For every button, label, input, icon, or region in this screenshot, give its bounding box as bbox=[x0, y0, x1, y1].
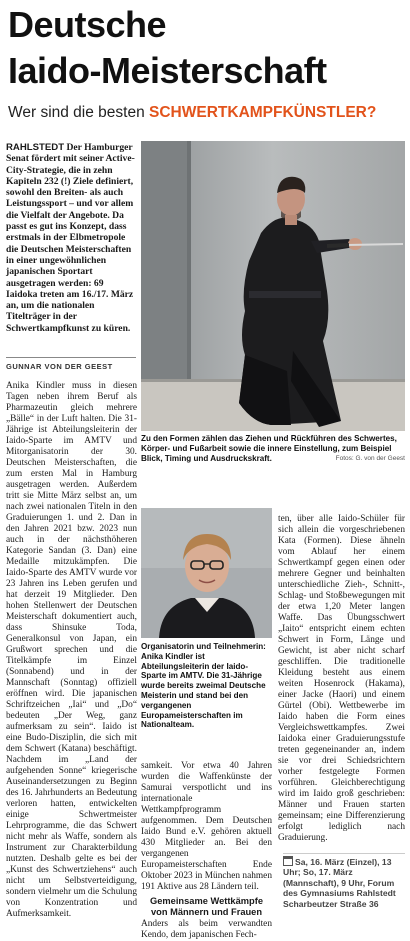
article-text-2b: Anders als beim verwandten Kendo, dem japanischen Fech- bbox=[141, 919, 272, 940]
headline-line2: Iaido-Meisterschaft bbox=[8, 50, 327, 91]
column-subhead: Gemeinsame Wettkämpfe von Männern und Frauen bbox=[150, 896, 263, 917]
photo-credit: Fotos: G. von der Geest bbox=[335, 455, 405, 462]
dateline-place: RAHLSTEDT bbox=[6, 142, 65, 153]
event-info-box bbox=[283, 853, 405, 909]
calendar-icon bbox=[283, 856, 293, 866]
anika-kindler-portrait bbox=[141, 508, 272, 638]
photo2-caption: Organisatorin und Teilnehmerin: Anika Kindler ist Abteilungsleiterin der Iaido-Sparte im AMTV. Die 31-Jährige wurde bereits zweimal Deutsche Meisterin und stand bei den vergangenen Europameisterschaften im Nationalteam. bbox=[141, 642, 266, 730]
article-column-3 bbox=[278, 514, 405, 843]
intro-text: Der Hamburger Senat fördert mit seiner Active-City-Strategie, die in zehn Kapiteln 232 (!) Ziele definiert, sowohl den Breiten- als auch Leistungssport – und vor allem die Vielfalt der Angebote. Da passt es gut ins Konzept, dass erstmals in der Elbmetropole die Deutschen Meisterschaften in einer ungewöhnlichen japanischen Sportart ausgetragen werden: 69 Iaidoka treten am 16./17. März an, um die nationalen Titelträger in der Schwertkampfkunst zu küren. bbox=[6, 142, 135, 334]
intro-paragraph bbox=[6, 142, 136, 334]
article-text-2: samkeit. Vor etwa 40 Jahren wurden die Waffenkünste der Samurai verspotlicht und ins internationale Wettkampfprogramm aufgenommen. Dem Deutschen Iaido Bund e.V. gehören aktuell 430 Mitglieder an. Bei den vergangenen Europameisterschaften Ende Oktober 2023 in München nahmen 191 Aktive aus 28 Ländern teil. bbox=[141, 761, 272, 892]
article-column-2 bbox=[141, 761, 272, 940]
article-text-1: Anika Kindler muss in diesen Tagen neben ihrem Beruf als Pharmazeutin gleich mehrere „Bälle“ in der Luft halten. Die 31-Jährige ist Abteilungsleiterin der Iaido-Sparte im AMTV und Mitorganisatorin der 30. Deutschen Meisterschaften, die zum ersten Mal in Hamburg ausgetragen werden. Außerdem tritt sie Mitte März selbst an, um nach zwei nationalen Titeln in den Graduierungen 1. und 2. Dan in den Jahren 2021 bzw. 2023 nun auch in der nächsthöheren Kategorie Sandan (3. Dan) eine Medaille mitzukämpfen. Die Iaido-Sparte des AMTV wurde vor 23 Jahren ins Leben gerufen und hat derzeit 19 Mitglieder. Den hohen Stellenwert der Deutschen Meisterschaft dokumentiert auch, dass Shinsuke Toda, Generalkonsul von Japan, ein Grußwort sprechen und die Titelkämpfe im Einzel (Sonnabend) und in der Mannschaft (Sonntag) offiziell eröffnen wird. Die japanischen Schriftzeichen „Iai“ und „Do“ bedeuten „Der Weg, ganz aufmerksam zu sein“. Iaido ist eine Budo-Disziplin, die sich mit dem Schwert (Katana) beschäftigt. Nachdem im „Land der aufgehenden Sonne“ kriegerische Auseinandersetzungen zu Beginn des 16. Jahrhunderts an Bedeutung verloren hatten, entwickelten einige Schwertmeister Lehrprogramme, die das Schwert nicht mehr als Waffe, sondern als Instrument zur Charakterbildung nutzten. Deshalb gelte es bei der „Kunst des Schwertziehens“ auch nicht um Selbstverteidigung, sondern vielmehr um die Schulung von Konzentration und Aufmerksamkeit. bbox=[6, 381, 137, 919]
headline-line1: Deutsche bbox=[8, 4, 167, 45]
subheadline bbox=[8, 104, 406, 122]
subheadline-accent: SCHWERTKAMPFKÜNSTLER? bbox=[149, 104, 377, 121]
photo1-caption: Zu den Formen zählen das Ziehen und Rückführen des Schwertes, Körper- und Fußarbeit sowie die innere Einstellung, zum Beispiel Blick, Timing und Ausdruckskraft. bbox=[141, 434, 397, 463]
article-column-1 bbox=[6, 381, 137, 920]
article-text-3: ten, über alle Iaido-Schüler für sich allein die vorgeschriebenen Kata (Formen). Diese ähneln vom Ablauf her einem Schwertkampf gegen einen oder mehrere Gegner und beinhalten unterschiedliche Zieh-, Schnitt-, Schlag- und Stoßbewegungen mit der etwa 1,20 Meter langen Waffe. Das Übungsschwert „Iaito“ entspricht einem echten Schwert in Form, Länge und Gewicht, ist aber nicht scharf geschliffen. Die traditionelle Kleidung besteht aus einem weiten Hosenrock (Hakama), einer Jacke (Haori) und einem Gürtel (Obi). Wettbewerbe im Iaido haben die Form eines Vergleichswettkampfes. Zwei Iaidoka einer Graduierungsstufe treten gegeneinander an, indem sie vor drei Schiedsrichtern vorher festgelegte Formen vorführen. Gleichberechtigung wird im Iaido groß geschrieben: Männer und Frauen starten gemeinsam; eine Differenzierung erfolgt lediglich nach Graduierung. bbox=[278, 514, 405, 843]
iaido-practitioner-photo bbox=[141, 141, 405, 431]
event-info-text: Sa, 16. März (Einzel), 13 Uhr; So, 17. März (Mannschaft), 9 Uhr, Forum des Gymnasiums Rahlstedt Scharbeutzer Straße 36 bbox=[283, 857, 396, 909]
author-byline: GUNNAR VON DER GEEST bbox=[6, 357, 136, 371]
subheadline-prefix: Wer sind die besten bbox=[8, 104, 150, 121]
